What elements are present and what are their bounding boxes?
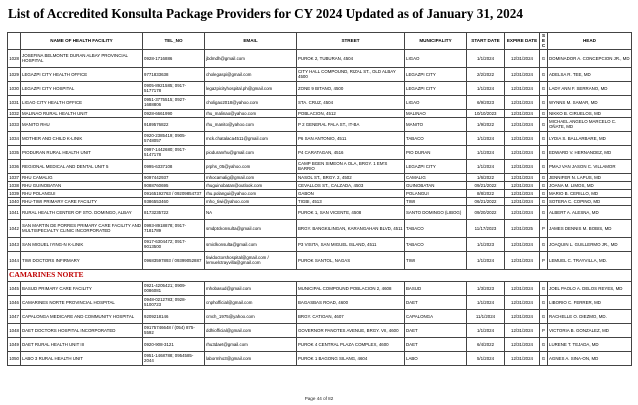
facility-name: RHU-TIWI PRIMARY CARE FACILITY (21, 197, 143, 205)
street: ZONE 9 BITANO, 4500 (297, 81, 405, 95)
page-title: List of Accredited Konsulta Package Providers for CY 2024 Updated as of January 31, 2024 (8, 6, 523, 21)
facility-name: SAN MARTIN DE PORRES PRIMARY CARE FACILITY AND MULTISPECIALTY CLINIC INCORPORATED (21, 219, 143, 237)
table-row (8, 337, 632, 351)
email: smiclkonsulta@gmail.com (205, 237, 297, 251)
start-date: 8/8/2022 (467, 189, 505, 197)
table-row (8, 351, 632, 365)
street: P 2 GENERAL PALA ST., IT-BA (297, 117, 405, 131)
sector: G (540, 205, 548, 219)
street: PUROK 1 BAGONG SILANG, 4604 (297, 351, 405, 365)
facility-name: JOSEFINA BELMONTE DURAN ALBAY PROVINCIAL HOSPITAL (21, 49, 143, 67)
tel-no: 0928-6661990 (143, 109, 205, 117)
facility-number: 1040 (9, 198, 19, 204)
facility-number: 1034 (8, 131, 21, 145)
municipality: LEGAZPI CITY (405, 159, 467, 173)
start-date: 6/4/2022 (467, 337, 505, 351)
head: NIKKO B. CIRUELOS, MD (548, 109, 632, 117)
tel-no: 0948-0212783; 0928-5100723 (143, 295, 205, 309)
start-date: 11/1/2024 (467, 309, 505, 323)
start-date: 1/6/2022 (467, 173, 505, 181)
sector: G (540, 145, 548, 159)
facility-number: 1048 (8, 323, 21, 337)
facility-name: LEGAZPI CITY HEALTH OFFICE (21, 67, 143, 81)
expire-date: 12/31/2024 (505, 81, 540, 95)
sector: G (540, 117, 548, 131)
expire-date: 12/31/2024 (505, 131, 540, 145)
start-date: 06/21/2022 (467, 197, 505, 205)
head: VICTORIA B. GONZALEZ, MD (548, 323, 632, 337)
street: CITY HALL COMPOUND, RIZAL ST., OLD ALBAY 4500 (297, 67, 405, 81)
start-date: 1/9/2022 (467, 117, 505, 131)
start-date: 5/1/2024 (467, 351, 505, 365)
expire-date: 12/31/2024 (505, 337, 540, 351)
email: rhu_malinao@yahoo.com (205, 109, 297, 117)
street: CEVALLOS ST., CALZADA, 4503 (297, 181, 405, 189)
expire-date: 12/31/2024 (505, 67, 540, 81)
facility-number: 1050 (8, 351, 21, 365)
municipality: LIGAO (405, 95, 467, 109)
table-row (8, 131, 632, 145)
facility-name: LIGAO CITY HEALTH OFFICE (21, 95, 143, 109)
facility-name: RHU CAMALIG (21, 173, 143, 181)
expire-date: 12/31/2024 (505, 109, 540, 117)
municipality: TABACO (405, 237, 467, 251)
sector: G (540, 309, 548, 323)
head: EDWARD V. HERNANDEZ, MD (548, 145, 632, 159)
expire-date: 12/31/2024 (505, 205, 540, 219)
tel-no: 0951-3775515; 0927-1688806 (143, 95, 205, 109)
street: PUROK 1, SAN VICENTE, 4508 (297, 205, 405, 219)
facility-name: LEGAZPI CITY HOSPITAL (21, 81, 143, 95)
email: mho_tiwi@yahoo.com (205, 197, 297, 205)
start-date: 1/1/2023 (467, 237, 505, 251)
email: prphs_05@yahoo.com (205, 159, 297, 173)
facility-name: PIODURAN RURAL HEALTH UNIT (21, 145, 143, 159)
municipality: DAET (405, 295, 467, 309)
sector: G (540, 281, 548, 295)
tel-no: 9088760695 (143, 181, 205, 189)
table-row (8, 109, 632, 117)
facility-name: MANITO RHU (21, 117, 143, 131)
sector: G (540, 109, 548, 117)
email: jbdmdh@gmail.com (205, 49, 297, 67)
sector: G (540, 197, 548, 205)
email: labormho3@gmail.com (205, 351, 297, 365)
email: rhuguinobatan@outlook.com (205, 181, 297, 189)
municipality: LEGAZPI CITY (405, 81, 467, 95)
street: BAGASBAS ROAD, 4600 (297, 295, 405, 309)
email: smdptckonsulta@gmail.com (205, 219, 297, 237)
email: NA (205, 205, 297, 219)
facility-number: 1047 (8, 309, 21, 323)
tel-no: 0921-4205421; 0909-0086081 (143, 281, 205, 295)
sector: P (540, 219, 548, 237)
facility-number: 1045 (8, 281, 21, 295)
facility-number: 1041 (8, 205, 21, 219)
head: DOMINADOR A. CONCEPCION JR., MD (548, 49, 632, 67)
email: choligao2018@yahoo.com (205, 95, 297, 109)
sector: G (540, 49, 548, 67)
head: LYDIA S. BALLARBARE, MD (548, 131, 632, 145)
table-row (8, 197, 632, 205)
email: cnphofficial@gmail.com (205, 295, 297, 309)
facility-name: RURAL HEALTH CENTER OF STO. DOMINGO, ALBAY (21, 205, 143, 219)
provider-table (7, 32, 632, 366)
head: MARIO B. CERILLO, MD (548, 189, 632, 197)
start-date: 1/1/2024 (467, 251, 505, 269)
column-header: STREET (297, 33, 405, 50)
expire-date: 12/31/2024 (505, 117, 540, 131)
facility-number: 1028 (8, 49, 21, 67)
table-row (8, 189, 632, 197)
tel-no: 0993-8918878; 0917-7181789 (143, 219, 205, 237)
column-header-no (8, 33, 21, 50)
municipality: LEGAZPI CITY (405, 67, 467, 81)
email: rhu3daet@gmail.com (205, 337, 297, 351)
tel-no: 8173235722 (143, 205, 205, 219)
street: PUROK 4 CENTRAL PLAZA COMPLEX, 4600 (297, 337, 405, 351)
email: mhobasud@gmail.com (205, 281, 297, 295)
street: BRGY. CATIOAN, 4607 (297, 309, 405, 323)
facility-name: MALINAO RURAL HEALTH UNIT (21, 109, 143, 117)
facility-number: 1042 (8, 219, 21, 237)
facility-name: CAMARINES NORTE PROVINCIAL HOSPITAL (21, 295, 143, 309)
table-row (8, 205, 632, 219)
expire-date: 12/31/2024 (505, 323, 540, 337)
street: BRGY. BANGKILINGAN, KARANGAHAN BLVD, 4511 (297, 219, 405, 237)
email: rhu_manito@yahoo.com (205, 117, 297, 131)
email: tiwidoctorshospital@gmail.com / lemuelctrayvilla@gmail.com (205, 251, 297, 269)
tel-no: 9386553460 (143, 197, 205, 205)
start-date: 09/20/2022 (467, 205, 505, 219)
street: P4 CARATAGAN, 4516 (297, 145, 405, 159)
tel-no: 0997-1442680; 0917-5147178 (143, 145, 205, 159)
head: LEMUEL C. TRAYVILLA, MD. (548, 251, 632, 269)
sector: G (540, 237, 548, 251)
head: AGNES A. SINA-ON, MD (548, 351, 632, 365)
table-row (8, 145, 632, 159)
municipality: LABO (405, 351, 467, 365)
section-label: CAMARINES NORTE (9, 270, 84, 279)
municipality: CAMALIG (405, 173, 467, 181)
municipality: TIWI (405, 251, 467, 269)
section-row (8, 269, 632, 281)
facility-number: 1035 (8, 145, 21, 159)
tel-no: 09683597893 / 09399052887 (143, 251, 205, 269)
facility-number: 1044 (8, 251, 21, 269)
facility-number: 1046 (8, 295, 21, 309)
expire-date: 12/31/2025 (505, 219, 540, 237)
street: PUROK SANTOL, NAGAS (297, 251, 405, 269)
expire-date: 12/31/2024 (505, 181, 540, 189)
facility-number: 1043 (8, 237, 21, 251)
tel-no: 0928-1716886 (143, 49, 205, 67)
expire-date: 12/31/2024 (505, 295, 540, 309)
sector: G (540, 189, 548, 197)
head: JENNIFER N. LAPUS, MD (548, 173, 632, 181)
tel-no: 9771833638 (143, 67, 205, 81)
street: GABON (297, 189, 405, 197)
head: MICHAEL ANGELO MARCELO C. OÑATE, MD (548, 117, 632, 131)
street: P6 SAN ANTONIO, 4511 (297, 131, 405, 145)
email: legazpicityhospital.ph@gmail.com (205, 81, 297, 95)
column-header: SEC (540, 33, 548, 50)
expire-date: 12/31/2024 (505, 49, 540, 67)
column-header: START DATE (467, 33, 505, 50)
tel-no: 0920-908-3121 (143, 337, 205, 351)
email: rhu.polangui@yahoo.com (205, 189, 297, 197)
head: PMAJ VAN JASON C. VILLAMOR (548, 159, 632, 173)
table-row (8, 173, 632, 181)
table-row (8, 295, 632, 309)
municipality: POLANGUI (405, 189, 467, 197)
head: JOANA M. LIMOS, MD (548, 181, 632, 189)
facility-name: MOTHER AND CHILD K-LINIK (21, 131, 143, 145)
expire-date: 12/31/2024 (505, 173, 540, 181)
start-date: 2/2/2022 (467, 67, 505, 81)
table-row (8, 49, 632, 67)
expire-date: 12/31/2024 (505, 309, 540, 323)
start-date: 1/1/2024 (467, 295, 505, 309)
expire-date: 12/31/2024 (505, 95, 540, 109)
facility-number: 1032 (9, 110, 19, 116)
tel-no: 0920-2385419; 0905-5748057 (143, 131, 205, 145)
facility-name: DAET DOCTORS HOSPITAL INCORPORATED (21, 323, 143, 337)
start-date: 6/9/2023 (467, 95, 505, 109)
column-header: MUNICIPALITY (405, 33, 467, 50)
facility-name: SAN MIGUEL IYING-N K-LINIK (21, 237, 143, 251)
municipality: TABACO (405, 219, 467, 237)
sector: G (540, 173, 548, 181)
start-date: 1/1/2024 (467, 81, 505, 95)
table-row (8, 251, 632, 269)
email: cholegaspi@gmail.com (205, 67, 297, 81)
street: STA. CRUZ, 4504 (297, 95, 405, 109)
facility-number: 1036 (8, 159, 21, 173)
tel-no: 0995-6337108 (143, 159, 205, 173)
column-header: EXPIRE DATE (505, 33, 540, 50)
head: JAMES DENNIS M. BOBIS, MD (548, 219, 632, 237)
municipality: CAPALONGA (405, 309, 467, 323)
head: WYNNS M. SAMAR, MD (548, 95, 632, 109)
facility-number: 1039 (9, 190, 19, 196)
head: JOEL PAOLO A. DELOS REYES, MD (548, 281, 632, 295)
municipality: PIO DURAN (405, 145, 467, 159)
tel-no: 0917-6304472; 0917-9013500 (143, 237, 205, 251)
table-row (8, 81, 632, 95)
expire-date: 12/31/2024 (505, 251, 540, 269)
table-row (8, 67, 632, 81)
facility-name: REGIONAL MEDICAL AND DENTAL UNIT 5 (21, 159, 143, 173)
municipality: LIGAO (405, 49, 467, 67)
table-row (8, 181, 632, 189)
facility-name: LABO 3 RURAL HEALTH UNIT (21, 351, 143, 365)
head: LADY ANN F. SERRANO, MD (548, 81, 632, 95)
start-date: 10/10/2023 (467, 109, 505, 117)
municipality: GUINOBATAN (405, 181, 467, 189)
email: mck.chatalaca4511@gmail.com (205, 131, 297, 145)
expire-date: 12/31/2024 (505, 197, 540, 205)
tel-no: 09175746648 / (054) 875-5592 (143, 323, 205, 337)
table-row (8, 159, 632, 173)
street: GOVERNOR PANOTES AVENUE, BRGY. VII, 4600 (297, 323, 405, 337)
table-row (8, 219, 632, 237)
column-header: EMAIL (205, 33, 297, 50)
column-header: HEAD (548, 33, 632, 50)
column-header: TEL_NO (143, 33, 205, 50)
expire-date: 12/31/2024 (505, 237, 540, 251)
street: TIGBI, 4513 (297, 197, 405, 205)
sector: P (540, 323, 548, 337)
street: MUNICIPAL COMPOUND POBLACION 2, 4608 (297, 281, 405, 295)
expire-date: 12/31/2024 (505, 189, 540, 197)
tel-no: 0951-1468788; 0954585-2044 (143, 351, 205, 365)
expire-date: 12/31/2024 (505, 351, 540, 365)
street: PUROK 2, TUBURAN, 4504 (297, 49, 405, 67)
sector: P (540, 251, 548, 269)
sector: G (540, 337, 548, 351)
sector: G (540, 351, 548, 365)
table-row (8, 309, 632, 323)
facility-name: CAPALONGA MEDICARE AND COMMUNITY HOSPITAL (21, 309, 143, 323)
start-date: 1/3/2023 (467, 281, 505, 295)
table-header (8, 33, 632, 50)
tel-no: 09165192763 / 09209854737 (143, 189, 205, 197)
municipality: BASUD (405, 281, 467, 295)
municipality: MALINAO (405, 109, 467, 117)
start-date: 1/1/2024 (467, 159, 505, 173)
head: ADELSA R. TEE, MD (548, 67, 632, 81)
head: JOAQUIN L. GUILLERMO JR., MD (548, 237, 632, 251)
email: cmch_1975@yahoo.com (205, 309, 297, 323)
facility-name: TIWI DOCTORS INFIRMARY (21, 251, 143, 269)
facility-number: 1049 (8, 337, 21, 351)
municipality: DAET (405, 337, 467, 351)
facility-number: 1033 (8, 117, 21, 131)
expire-date: 12/31/2024 (505, 159, 540, 173)
page-footer: Page 44 of 82 (304, 396, 334, 401)
street: CAMP BGEN SIMEON A OLA, BRGY. 1 EM'S BARRIO (297, 159, 405, 173)
table-row (8, 95, 632, 109)
head: SOTERA C. COPINO, MD (548, 197, 632, 205)
email: ddhiofficial@gmail.com (205, 323, 297, 337)
tel-no: 9189576822 (143, 117, 205, 131)
head: LURENE T. TEJADA, MD (548, 337, 632, 351)
facility-number: 1030 (8, 81, 21, 95)
start-date: 11/17/2023 (467, 219, 505, 237)
municipality: TIWI (405, 197, 467, 205)
sector: G (540, 67, 548, 81)
municipality: TABACO (405, 131, 467, 145)
facility-name: BASUD PRIMARY CARE FACILITY (21, 281, 143, 295)
sector: G (540, 181, 548, 189)
head: ALBERT A. ALESNA, MD (548, 205, 632, 219)
start-date: 1/1/2024 (467, 145, 505, 159)
table-row (8, 117, 632, 131)
start-date: 1/1/2024 (467, 49, 505, 67)
street: NASOL ST., BRGY. 2, 4502 (297, 173, 405, 181)
tel-no: 9209218146 (143, 309, 205, 323)
head: RACHELLE O. DIEZMO, MD. (548, 309, 632, 323)
start-date: 1/1/2024 (467, 323, 505, 337)
start-date: 1/1/2024 (467, 131, 505, 145)
facility-name: RHU GUINOBATAN (21, 181, 143, 189)
expire-date: 12/31/2024 (505, 145, 540, 159)
municipality: MANITO (405, 117, 467, 131)
facility-name: DAET RURAL HEALTH UNIT III (21, 337, 143, 351)
street: P3 VISITA, SAN MIGUEL ISLAND, 4511 (297, 237, 405, 251)
sector: G (540, 81, 548, 95)
municipality: SANTO DOMINGO (LIBOG) (405, 205, 467, 219)
tel-no: 9097442937 (143, 173, 205, 181)
sector: G (540, 95, 548, 109)
sector: G (540, 295, 548, 309)
table-row (8, 281, 632, 295)
facility-name: RHU POLANGUI (21, 189, 143, 197)
municipality: DAET (405, 323, 467, 337)
expire-date: 12/31/2024 (505, 281, 540, 295)
facility-number: 1029 (8, 67, 21, 81)
head: LIBORIO C. FERRER, MD (548, 295, 632, 309)
start-date: 09/21/2022 (467, 181, 505, 189)
sector: G (540, 131, 548, 145)
table-row (8, 237, 632, 251)
email: pioduranrhu@gmail.com (205, 145, 297, 159)
facility-number: 1031 (8, 95, 21, 109)
facility-number: 1038 (9, 182, 19, 188)
sector: G (540, 159, 548, 173)
column-header: NAME OF HEALTH FACILITY (21, 33, 143, 50)
email: mhocamalig@gmail.com (205, 173, 297, 181)
street: POBLACION, 4512 (297, 109, 405, 117)
table-row (8, 323, 632, 337)
tel-no: 0905-8921585; 0917-5177178 (143, 81, 205, 95)
facility-number: 1037 (9, 174, 19, 180)
